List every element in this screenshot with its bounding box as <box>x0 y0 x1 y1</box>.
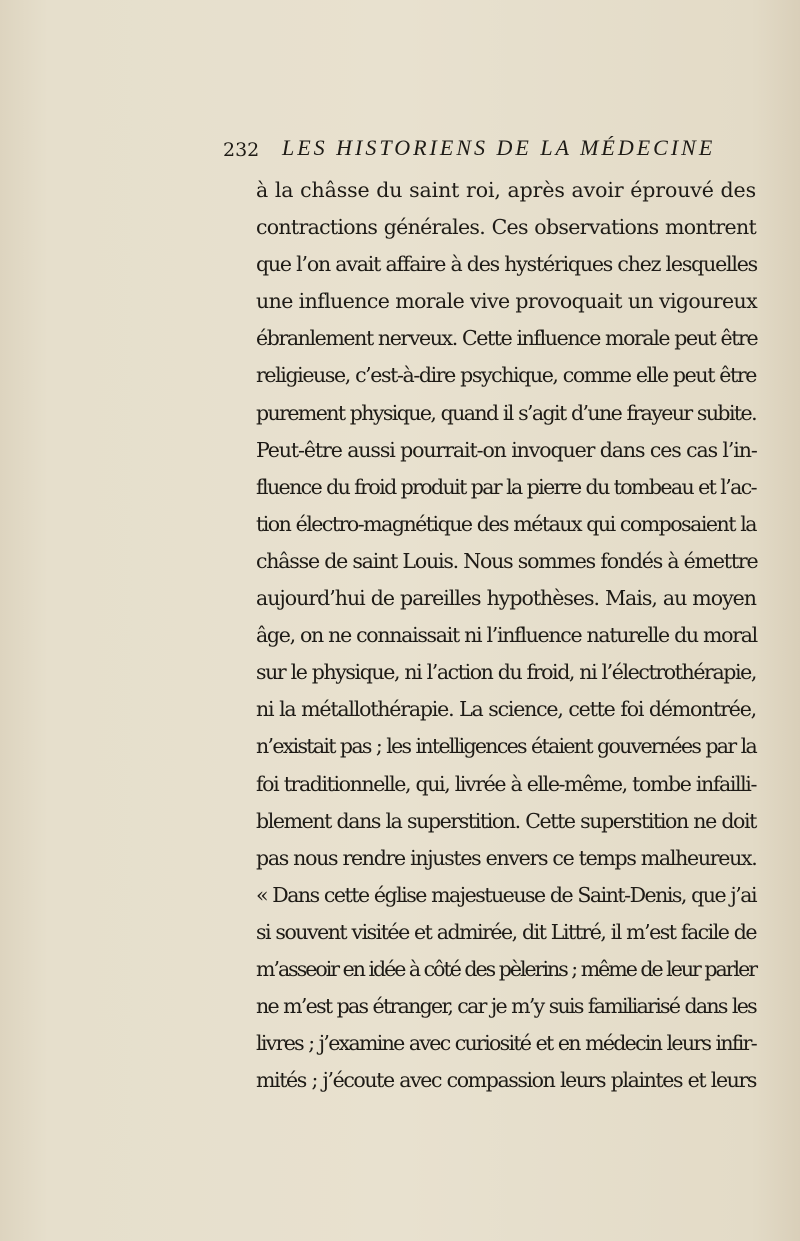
text-line: foi traditionnelle, qui, livrée à elle-même, tombe infailli- <box>256 771 756 796</box>
body-text <box>256 172 756 1099</box>
text-line: que l’on avait affaire à des hystériques chez lesquelles <box>256 252 757 277</box>
running-head <box>223 135 716 161</box>
running-title: LES HISTORIENS DE LA MÉDECINE <box>282 135 716 160</box>
text-line: sur le physique, ni l’action du froid, ni l’électrothérapie, <box>256 660 756 685</box>
text-line: « Dans cette église majestueuse de Saint-Denis, que j’ai <box>256 882 756 907</box>
text-line: si souvent visitée et admirée, dit Littré, il m’est facile de <box>256 919 756 944</box>
text-line: aujourd’hui de pareilles hypothèses. Mais, au moyen <box>256 586 756 611</box>
text-line: religieuse, c’est-à-dire psychique, comme elle peut être <box>256 363 756 388</box>
page-number: 232 <box>223 139 260 161</box>
text-line: n’existait pas ; les intelligences étaient gouvernées par la <box>256 734 756 759</box>
text-line: à la châsse du saint roi, après avoir éprouvé des <box>256 178 756 202</box>
text-line: ni la métallothérapie. La science, cette foi démontrée, <box>256 697 756 722</box>
text-line: blement dans la superstition. Cette superstition ne doit <box>256 808 756 833</box>
text-line: purement physique, quand il s’agit d’une frayeur subite. <box>256 400 756 425</box>
text-line: ébranlement nerveux. Cette influence morale peut être <box>256 326 758 351</box>
text-line: m’asseoir en idée à côté des pèlerins ; même de leur parler <box>256 956 756 981</box>
text-line: livres ; j’examine avec curiosité et en médecin leurs infir- <box>256 1031 756 1056</box>
text-line: tion électro-magnétique des métaux qui composaient la <box>256 511 756 536</box>
text-line: châsse de saint Louis. Nous sommes fondés à émettre <box>256 548 758 573</box>
text-line: une influence morale vive provoquait un vigoureux <box>256 289 758 314</box>
text-line: mités ; j’écoute avec compassion leurs plaintes et leurs <box>256 1068 756 1093</box>
text-line: Peut-être aussi pourrait-on invoquer dans ces cas l’in- <box>256 437 757 462</box>
text-line: âge, on ne connaissait ni l’influence naturelle du moral <box>256 623 757 648</box>
text-line: pas nous rendre injustes envers ce temps malheureux. <box>256 845 757 870</box>
text-line: ne m’est pas étranger, car je m’y suis familiarisé dans les <box>256 994 756 1019</box>
text-line: fluence du froid produit par la pierre du tombeau et l’ac- <box>256 474 756 499</box>
text-line: contractions générales. Ces observations montrent <box>256 215 756 240</box>
